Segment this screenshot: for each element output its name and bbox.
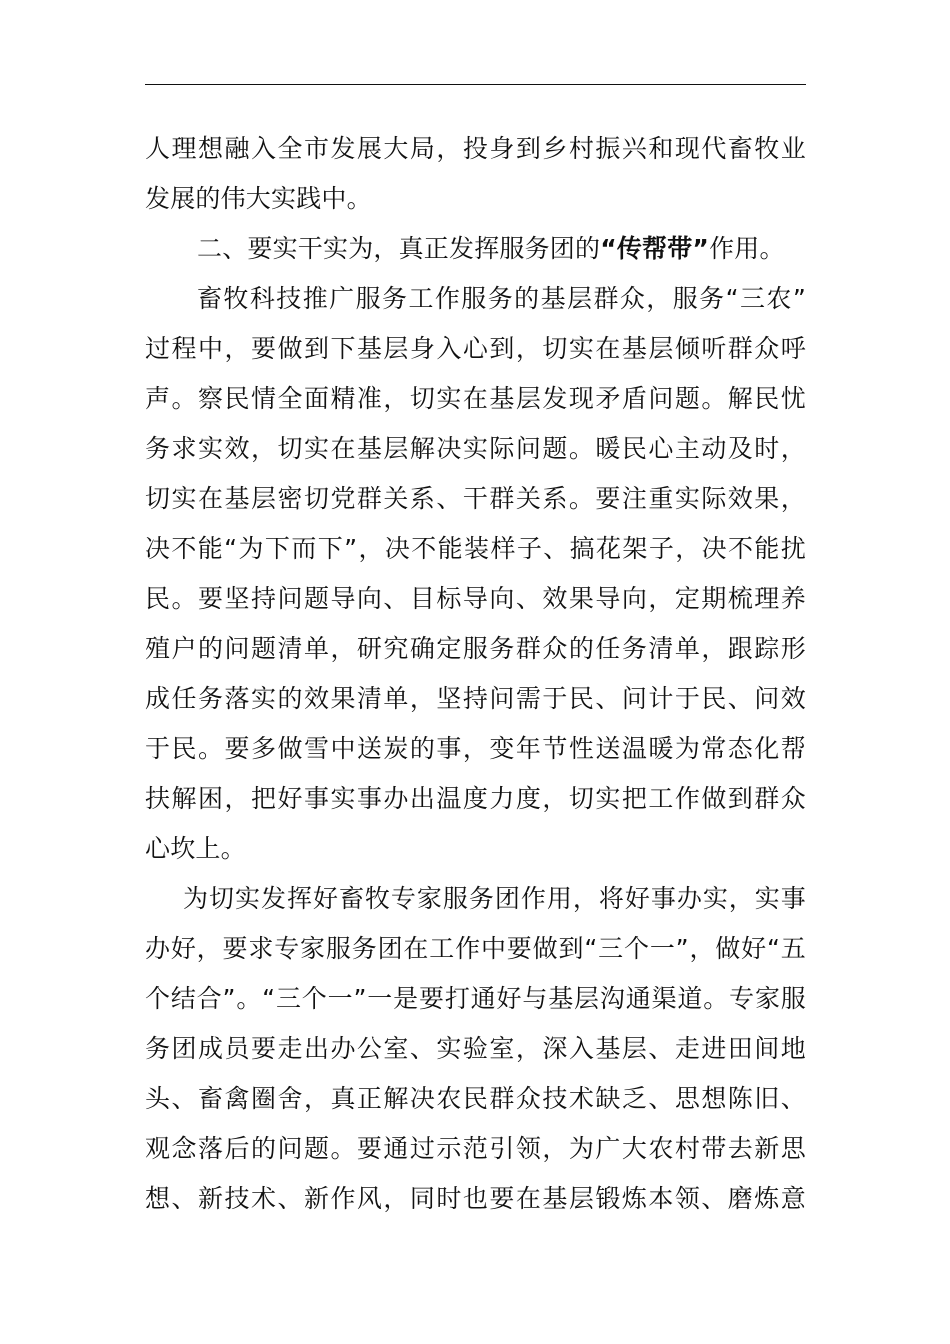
text-line: 声。察民情全面精准，切实在基层发现矛盾问题。解民忧 xyxy=(145,384,806,413)
text-line: 扶解困，把好事实事办出温度力度，切实把工作做到群众 xyxy=(145,784,806,813)
text-line: 人理想融入全市发展大局，投身到乡村振兴和现代畜牧业 xyxy=(145,134,806,163)
section-heading-text: 二、要实干实为，真正发挥服务团的 xyxy=(197,234,601,263)
text-line: 办好，要求专家服务团在工作中要做到“三个一”，做好“五 xyxy=(145,934,806,963)
text-line: 务求实效，切实在基层解决实际问题。暖民心主动及时， xyxy=(145,434,806,463)
text-line: 于民。要多做雪中送炭的事，变年节性送温暖为常态化帮 xyxy=(145,734,806,763)
text-line: 想、新技术、新作风，同时也要在基层锻炼本领、磨炼意 xyxy=(145,1184,806,1213)
section-heading xyxy=(145,224,806,274)
text-line: 务团成员要走出办公室、实验室，深入基层、走进田间地 xyxy=(145,1034,806,1063)
section-heading-quote: “传帮带” xyxy=(600,234,710,263)
body-text xyxy=(145,124,806,1224)
text-line: 殖户的问题清单，研究确定服务群众的任务清单，跟踪形 xyxy=(145,634,806,663)
text-line: 切实在基层密切党群关系、干群关系。要注重实际效果， xyxy=(145,484,806,513)
text-line: 心坎上。 xyxy=(145,834,246,863)
text-line: 成任务落实的效果清单，坚持问需于民、问计于民、问效 xyxy=(145,684,806,713)
text-line: 个结合”。“三个一”一是要打通好与基层沟通渠道。专家服 xyxy=(145,984,806,1013)
text-line: 观念落后的问题。要通过示范引领，为广大农村带去新思 xyxy=(145,1134,806,1163)
text-line: 为切实发挥好畜牧专家服务团作用，将好事办实，实事 xyxy=(183,884,806,913)
text-line: 发展的伟大实践中。 xyxy=(145,184,372,213)
header-rule xyxy=(145,84,806,85)
text-line: 头、畜禽圈舍，真正解决农民群众技术缺乏、思想陈旧、 xyxy=(145,1084,806,1113)
text-line: 民。要坚持问题导向、目标导向、效果导向，定期梳理养 xyxy=(145,584,806,613)
text-line: 决不能“为下而下”，决不能装样子、搞花架子，决不能扰 xyxy=(145,534,806,563)
text-line: 畜牧科技推广服务工作服务的基层群众，服务“三农” xyxy=(197,284,806,313)
section-heading-tail: 作用。 xyxy=(709,234,785,263)
text-line: 过程中，要做到下基层身入心到，切实在基层倾听群众呼 xyxy=(145,334,806,363)
